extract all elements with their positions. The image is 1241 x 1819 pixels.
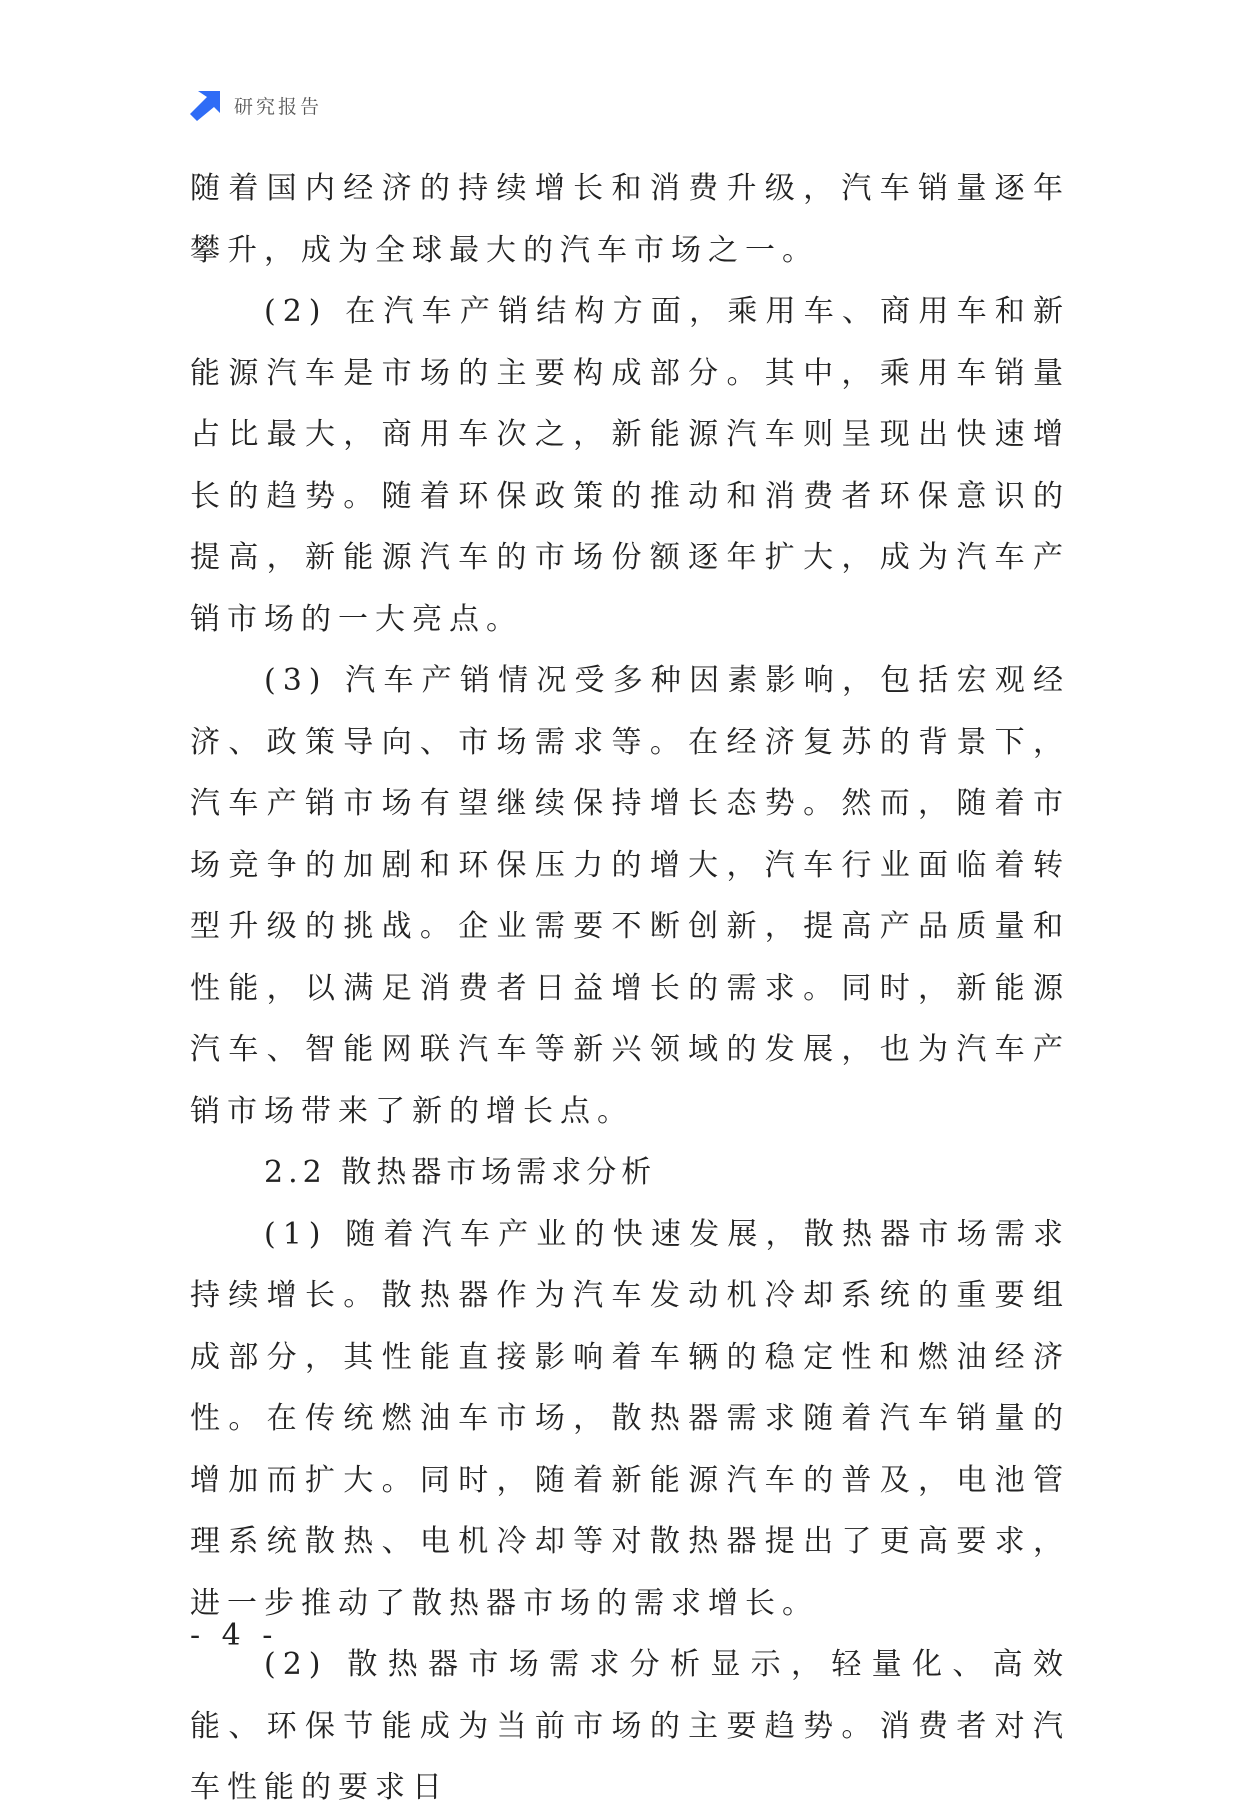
page-number: - 4 -	[190, 1618, 279, 1653]
section-paragraph-2: (2) 散热器市场需求分析显示，轻量化、高效能、环保节能成为当前市场的主要趋势。消费者对汽车性能的要求日	[190, 1647, 1070, 1805]
header-title: 研究报告	[234, 95, 323, 118]
paragraph-item-3: (3) 汽车产销情况受多种因素影响，包括宏观经济、政策导向、市场需求等。在经济复苏的背景下，汽车产销市场有望继续保持增长态势。然而，随着市场竞争的加剧和环保压力的增大，汽车行业面临着转型升级的挑战。企业需要不断创新，提高产品质量和性能，以满足消费者日益增长的需求。同时，新能源汽车、智能网联汽车等新兴领域的发展，也为汽车产销市场带来了新的增长点。	[190, 663, 1070, 1129]
section-heading: 2.2 散热器市场需求分析	[264, 1155, 657, 1190]
paragraph-continuation: 随着国内经济的持续增长和消费升级，汽车销量逐年攀升，成为全球最大的汽车市场之一。	[190, 171, 1070, 268]
paragraph-item-2: (2) 在汽车产销结构方面，乘用车、商用车和新能源汽车是市场的主要构成部分。其中，乘用车销量占比最大，商用车次之，新能源汽车则呈现出快速增长的趋势。随着环保政策的推动和消费者环保意识的提高，新能源汽车的市场份额逐年扩大，成为汽车产销市场的一大亮点。	[190, 294, 1070, 637]
page-header	[190, 88, 322, 122]
section-paragraph-1: (1) 随着汽车产业的快速发展，散热器市场需求持续增长。散热器作为汽车发动机冷却系统的重要组成部分，其性能直接影响着车辆的稳定性和燃油经济性。在传统燃油车市场，散热器需求随着汽车销量的增加而扩大。同时，随着新能源汽车的普及，电池管理系统散热、电机冷却等对散热器提出了更高要求，进一步推动了散热器市场的需求增长。	[190, 1216, 1070, 1621]
document-body	[190, 158, 1070, 1819]
report-logo-icon	[190, 89, 222, 121]
